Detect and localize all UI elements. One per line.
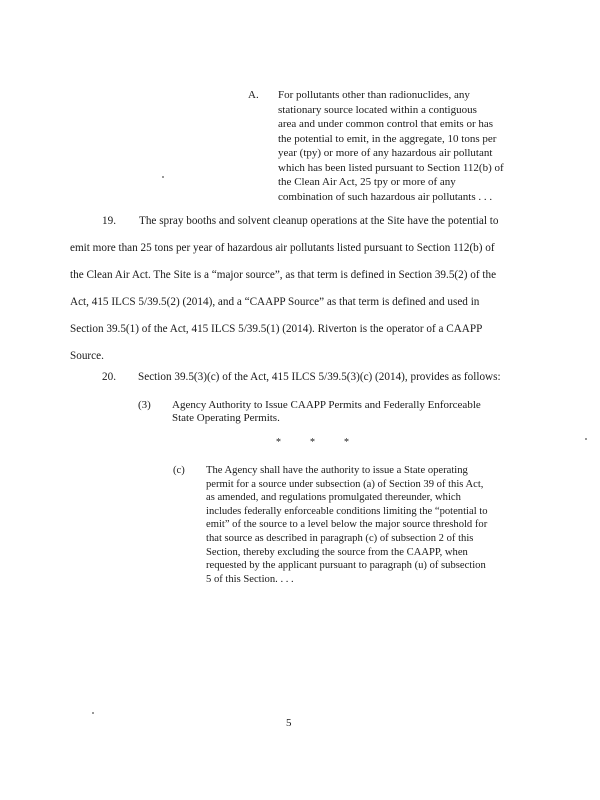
text-line: The spray booths and solvent cleanup operations at the Site have the potential to <box>139 215 499 227</box>
text-line: emit” of the source to a level below the major source threshold for <box>206 519 488 531</box>
omission-stars <box>276 437 378 448</box>
text-line: For pollutants other than radionuclides, any <box>278 89 470 101</box>
text-line: Agency Authority to Issue CAAPP Permits and Federally Enforceable <box>172 399 481 411</box>
text-line: 5 of this Section. . . . <box>206 573 294 585</box>
text-line: which has been listed pursuant to Section 112(b) of <box>278 161 504 174</box>
text-line: The Agency shall have the authority to issue a State operating <box>206 465 468 476</box>
paragraph-number: 20. <box>102 371 116 383</box>
text-line: Section, thereby excluding the source from the CAAPP, when <box>206 546 468 558</box>
scan-speck <box>162 176 164 178</box>
subsection-heading <box>172 399 481 425</box>
paragraph-19 <box>70 208 498 370</box>
text-line: the Clean Air Act. The Site is a “major source”, as that term is defined in Section 39.5(2) of the <box>70 269 497 281</box>
text-line: requested by the applicant pursuant to paragraph (u) of subsection <box>206 560 486 572</box>
star-mark: * <box>344 437 349 448</box>
text-line: combination of such hazardous air pollutants . . . <box>278 190 493 203</box>
text-line: State Operating Permits. <box>172 412 280 424</box>
text-line: area and under common control that emits or has <box>278 118 494 130</box>
text-line: Source. <box>70 350 104 362</box>
text-line: year (tpy) or more of any hazardous air pollutant <box>278 147 493 159</box>
quoted-text <box>278 88 504 204</box>
star-mark: * <box>276 437 281 448</box>
text-line: permit for a source under subsection (a) of Section 39 of this Act, <box>206 478 484 490</box>
page-number: 5 <box>286 717 292 729</box>
text-line: that source as described in paragraph (c) of subsection 2 of this <box>206 532 474 544</box>
paragraph-first-line <box>70 208 498 235</box>
subsection-label: (c) <box>173 465 185 476</box>
text-line: Section 39.5(1) of the Act, 415 ILCS 5/39.5(1) (2014). Riverton is the operator of a CAAPP <box>70 323 483 335</box>
scan-speck <box>92 712 94 714</box>
subsection-text <box>206 464 488 586</box>
text-line: stationary source located within a contiguous <box>278 103 477 116</box>
text-line: the Clean Air Act, 25 tpy or more of any <box>278 176 456 188</box>
paragraph-text: Section 39.5(3)(c) of the Act, 415 ILCS 5/39.5(3)(c) (2014), provides as follows: <box>138 371 501 383</box>
subsection-label: (3) <box>138 399 151 411</box>
text-line: includes federally enforceable conditions limiting the “potential to <box>206 505 488 517</box>
text-line: Act, 415 ILCS 5/39.5(2) (2014), and a “CAAPP Source” as that term is defined and used in <box>70 296 480 308</box>
text-line: emit more than 25 tons per year of hazardous air pollutants listed pursuant to Section 112(b) of <box>70 242 495 254</box>
star-mark: * <box>310 437 315 448</box>
scan-speck <box>585 438 587 440</box>
text-line: the potential to emit, in the aggregate, 10 tons per <box>278 132 497 145</box>
paragraph-20 <box>70 370 501 384</box>
text-line: as amended, and regulations promulgated thereunder, which <box>206 492 461 504</box>
item-label: A. <box>248 89 259 101</box>
paragraph-number: 19. <box>102 215 116 227</box>
